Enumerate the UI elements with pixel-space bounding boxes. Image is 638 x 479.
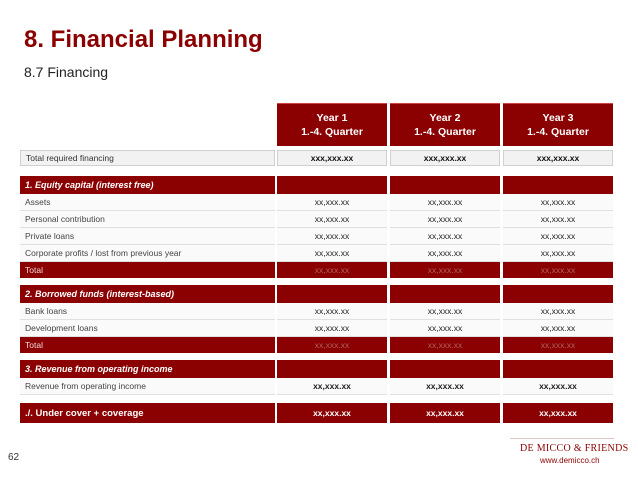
value-cell: xx,xxx.xx <box>503 303 613 320</box>
value-cell: xxx,xxx.xx <box>503 150 613 166</box>
page-number: 62 <box>8 452 20 463</box>
table-row <box>20 211 617 228</box>
value-cell: xx,xxx.xx <box>390 228 500 245</box>
value-cell: xx,xxx.xx <box>390 320 500 337</box>
value-cell: xx,xxx.xx <box>277 245 387 262</box>
value-cell: xx,xxx.xx <box>503 228 613 245</box>
value-cell: xx,xxx.xx <box>503 378 613 395</box>
value-cell: xx,xxx.xx <box>390 194 500 211</box>
column-header-quarter: 1.-4. Quarter <box>527 126 589 138</box>
section-heading: 1. Equity capital (interest free) <box>20 176 275 194</box>
value-cell: xx,xxx.xx <box>390 303 500 320</box>
column-header-year: Year 1 <box>316 112 348 124</box>
page-subtitle: 8.7 Financing <box>24 64 109 80</box>
table-row <box>20 228 617 245</box>
column-header-year-1 <box>277 103 387 146</box>
value-cell: xx,xxx.xx <box>277 337 387 353</box>
table-row <box>20 378 617 395</box>
row-label: Corporate profits / lost from previous year <box>20 245 275 262</box>
value-cell: xx,xxx.xx <box>503 320 613 337</box>
row-label: Revenue from operating income <box>20 378 275 395</box>
row-label: Private loans <box>20 228 275 245</box>
table-row <box>20 245 617 262</box>
table-row <box>20 320 617 337</box>
column-header-quarter: 1.-4. Quarter <box>301 126 363 138</box>
value-cell: xx,xxx.xx <box>390 245 500 262</box>
column-header-year: Year 2 <box>429 112 461 124</box>
section-heading-row <box>20 360 617 378</box>
value-cell: xxx,xxx.xx <box>277 150 387 166</box>
section-heading: 3. Revenue from operating income <box>20 360 275 378</box>
value-cell: xx,xxx.xx <box>277 403 387 423</box>
value-cell: xx,xxx.xx <box>503 194 613 211</box>
website-link[interactable]: www.demicco.ch <box>540 456 600 465</box>
column-header-year-3 <box>503 103 613 146</box>
column-header-year: Year 3 <box>542 112 574 124</box>
value-cell: xx,xxx.xx <box>277 303 387 320</box>
row-label: Total required financing <box>20 150 275 166</box>
value-cell: xx,xxx.xx <box>503 211 613 228</box>
value-cell: xx,xxx.xx <box>390 378 500 395</box>
table-row <box>20 194 617 211</box>
value-cell: xx,xxx.xx <box>277 211 387 228</box>
value-cell: xx,xxx.xx <box>277 320 387 337</box>
row-label: Total <box>20 262 275 278</box>
total-required-row <box>20 150 617 166</box>
value-cell: xx,xxx.xx <box>503 403 613 423</box>
company-logo: DE MICCO & FRIENDS <box>520 443 629 454</box>
financing-table <box>20 103 617 423</box>
value-cell: xx,xxx.xx <box>277 194 387 211</box>
row-label: Personal contribution <box>20 211 275 228</box>
header-spacer <box>20 103 275 146</box>
value-cell: xx,xxx.xx <box>503 245 613 262</box>
row-label: Development loans <box>20 320 275 337</box>
column-header-year-2 <box>390 103 500 146</box>
section-heading: 2. Borrowed funds (interest-based) <box>20 285 275 303</box>
section-heading-row <box>20 176 617 194</box>
section-heading-row <box>20 285 617 303</box>
value-cell: xx,xxx.xx <box>503 262 613 278</box>
value-cell: xx,xxx.xx <box>277 228 387 245</box>
value-cell: xx,xxx.xx <box>390 337 500 353</box>
table-header-row <box>20 103 617 146</box>
section-total-row <box>20 337 617 353</box>
column-header-quarter: 1.-4. Quarter <box>414 126 476 138</box>
value-cell: xxx,xxx.xx <box>390 150 500 166</box>
under-cover-row <box>20 403 617 423</box>
row-label: ./. Under cover + coverage <box>20 403 275 423</box>
row-label: Assets <box>20 194 275 211</box>
value-cell: xx,xxx.xx <box>277 262 387 278</box>
value-cell: xx,xxx.xx <box>390 403 500 423</box>
row-label: Total <box>20 337 275 353</box>
value-cell: xx,xxx.xx <box>390 211 500 228</box>
page-title: 8. Financial Planning <box>24 26 263 53</box>
value-cell: xx,xxx.xx <box>503 337 613 353</box>
section-total-row <box>20 262 617 278</box>
row-label: Bank loans <box>20 303 275 320</box>
value-cell: xx,xxx.xx <box>277 378 387 395</box>
value-cell: xx,xxx.xx <box>390 262 500 278</box>
table-row <box>20 303 617 320</box>
